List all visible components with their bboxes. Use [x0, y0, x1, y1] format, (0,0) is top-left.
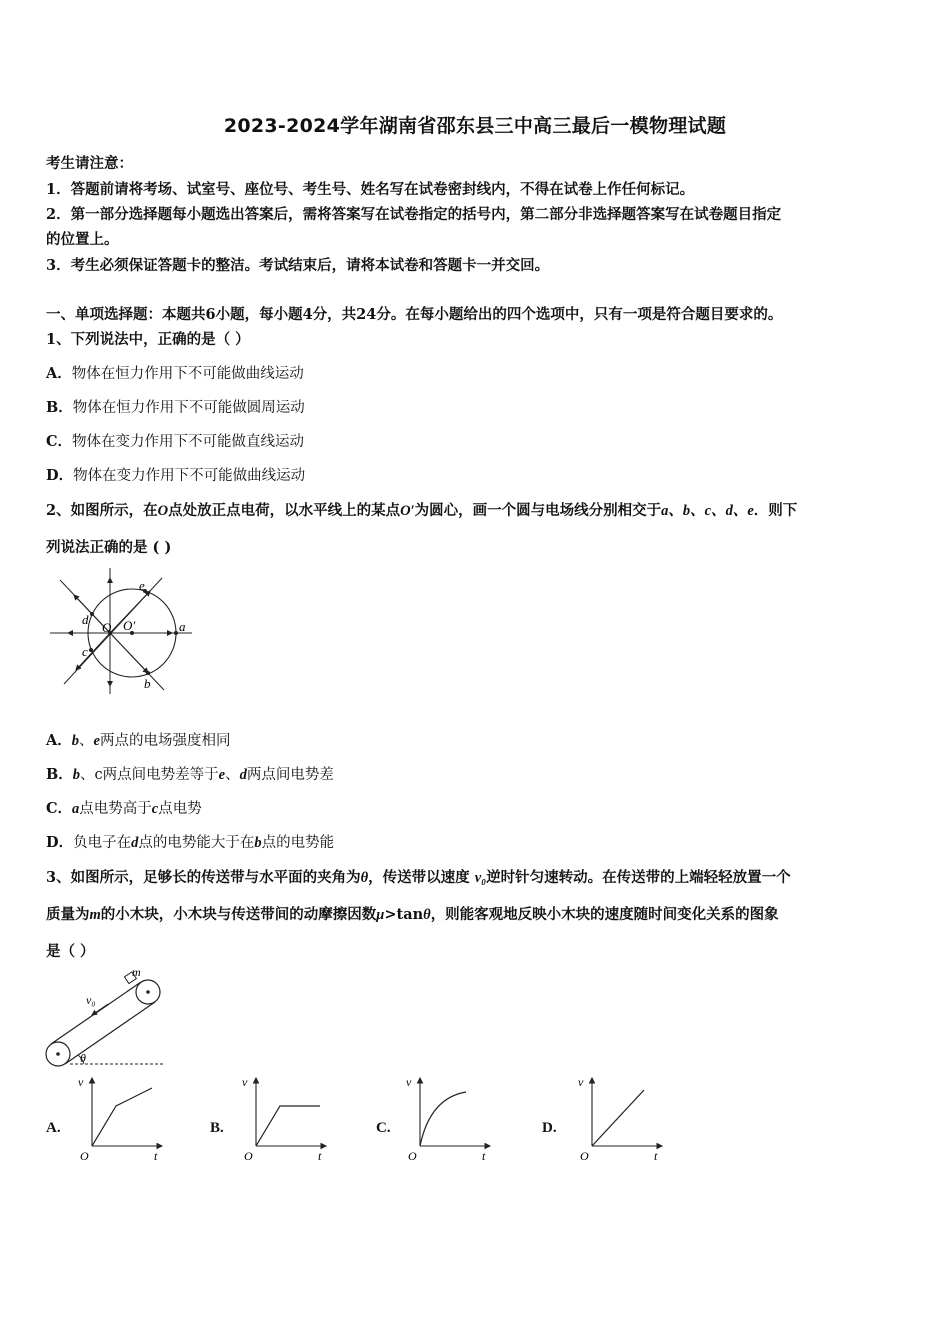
graph-a: [74, 1072, 166, 1164]
label-d: d: [82, 612, 89, 627]
belt-top: [51, 982, 141, 1044]
label-e: e: [139, 578, 145, 593]
label-a: a: [179, 619, 186, 634]
graph-c-origin-label: O: [408, 1149, 417, 1163]
graph-b-v-label: v: [242, 1075, 248, 1089]
graph-d: [574, 1072, 666, 1164]
label-o: O: [102, 620, 112, 635]
q1-option-d: D．物体在变力作用下不可能做曲线运动: [46, 467, 306, 484]
graph-a-t-label: t: [154, 1149, 158, 1163]
q3-stem-line2: 质量为m的小木块，小木块与传送带间的动摩擦因数μ>tanθ，则能客观地反映小木块的速度随时间变化关系的图象: [46, 906, 779, 923]
graph-option-b-key: B.: [210, 1120, 224, 1136]
graph-b-t-label: t: [318, 1149, 322, 1163]
graph-b-curve: [256, 1106, 320, 1146]
q2-option-d: D．负电子在d点的电势能大于在b点的电势能: [46, 834, 335, 851]
q1-option-a: A．物体在恒力作用下不可能做曲线运动: [46, 365, 304, 382]
q1-option-b: B．物体在恒力作用下不可能做圆周运动: [46, 399, 305, 416]
page-title: 2023-2024学年湖南省邵东县三中高三最后一模物理试题: [223, 115, 727, 137]
graph-option-d-key: D.: [542, 1120, 557, 1136]
label-m: m: [132, 966, 141, 979]
graph-c-t-label: t: [482, 1149, 486, 1163]
graph-option-c-key: C.: [376, 1120, 391, 1136]
q2-option-a: A．b、e两点的电场强度相同: [46, 732, 231, 749]
label-b: b: [144, 676, 151, 691]
notice-heading: 考生请注意：: [46, 155, 133, 172]
graph-b-origin-label: O: [244, 1149, 253, 1163]
notice-item-2-cont: 的位置上。: [46, 231, 119, 248]
graph-a-v-label: v: [78, 1075, 84, 1089]
q2-stem-line1: 2、如图所示，在O点处放正点电荷，以水平线上的某点O′为圆心，画一个圆与电场线分别相交于a、b、c、d、e．则下: [46, 502, 798, 519]
section-heading: 一、单项选择题：本题共6小题，每小题4分，共24分。在每小题给出的四个选项中，只有一项是符合题目要求的。: [46, 306, 783, 323]
graph-a-origin-label: O: [80, 1149, 89, 1163]
graph-c-v-label: v: [406, 1075, 412, 1089]
graph-d-v-label: v: [578, 1075, 584, 1089]
q2-stem-line2: 列说法正确的是 ( ): [46, 539, 172, 556]
electric-field-figure: [44, 566, 204, 698]
q1-option-c: C．物体在变力作用下不可能做直线运动: [46, 433, 305, 450]
belt-bottom: [65, 1002, 155, 1064]
notice-item-1: 1．答题前请将考场、试室号、座位号、考生号、姓名写在试卷密封线内，不得在试卷上作任何标记。: [46, 181, 695, 198]
graph-a-curve: [92, 1088, 152, 1146]
notice-item-2: 2．第一部分选择题每小题选出答案后，需将答案写在试卷指定的括号内，第二部分非选择题答案写在试卷题目指定: [46, 206, 782, 223]
q2-option-b: B．b、c两点间电势差等于e、d两点间电势差: [46, 766, 334, 783]
label-o-prime: O′: [123, 618, 136, 633]
graph-d-origin-label: O: [580, 1149, 589, 1163]
q2-option-c: C．a点电势高于c点电势: [46, 800, 202, 817]
notice-item-3: 3．考生必须保证答题卡的整洁。考试结束后，请将本试卷和答题卡一并交回。: [46, 257, 550, 274]
graph-b: [238, 1072, 330, 1164]
conveyor-belt-figure: [40, 966, 170, 1070]
q3-stem-line1: 3、如图所示，足够长的传送带与水平面的夹角为θ，传送带以速度 v₀逆时针匀速转动。在传送带的上端轻轻放置一个: [46, 869, 791, 886]
graph-option-a-key: A.: [46, 1120, 61, 1136]
graph-d-t-label: t: [654, 1149, 658, 1163]
label-c: c: [82, 644, 88, 659]
graph-c-curve: [420, 1092, 466, 1146]
q1-stem: 1、下列说法中，正确的是（ ）: [46, 331, 250, 348]
graph-c: [402, 1072, 494, 1164]
q3-stem-line3: 是（ ）: [46, 943, 95, 960]
graph-d-curve: [592, 1090, 644, 1146]
label-theta: θ: [80, 1051, 86, 1065]
label-v0: v₀: [86, 993, 96, 1007]
